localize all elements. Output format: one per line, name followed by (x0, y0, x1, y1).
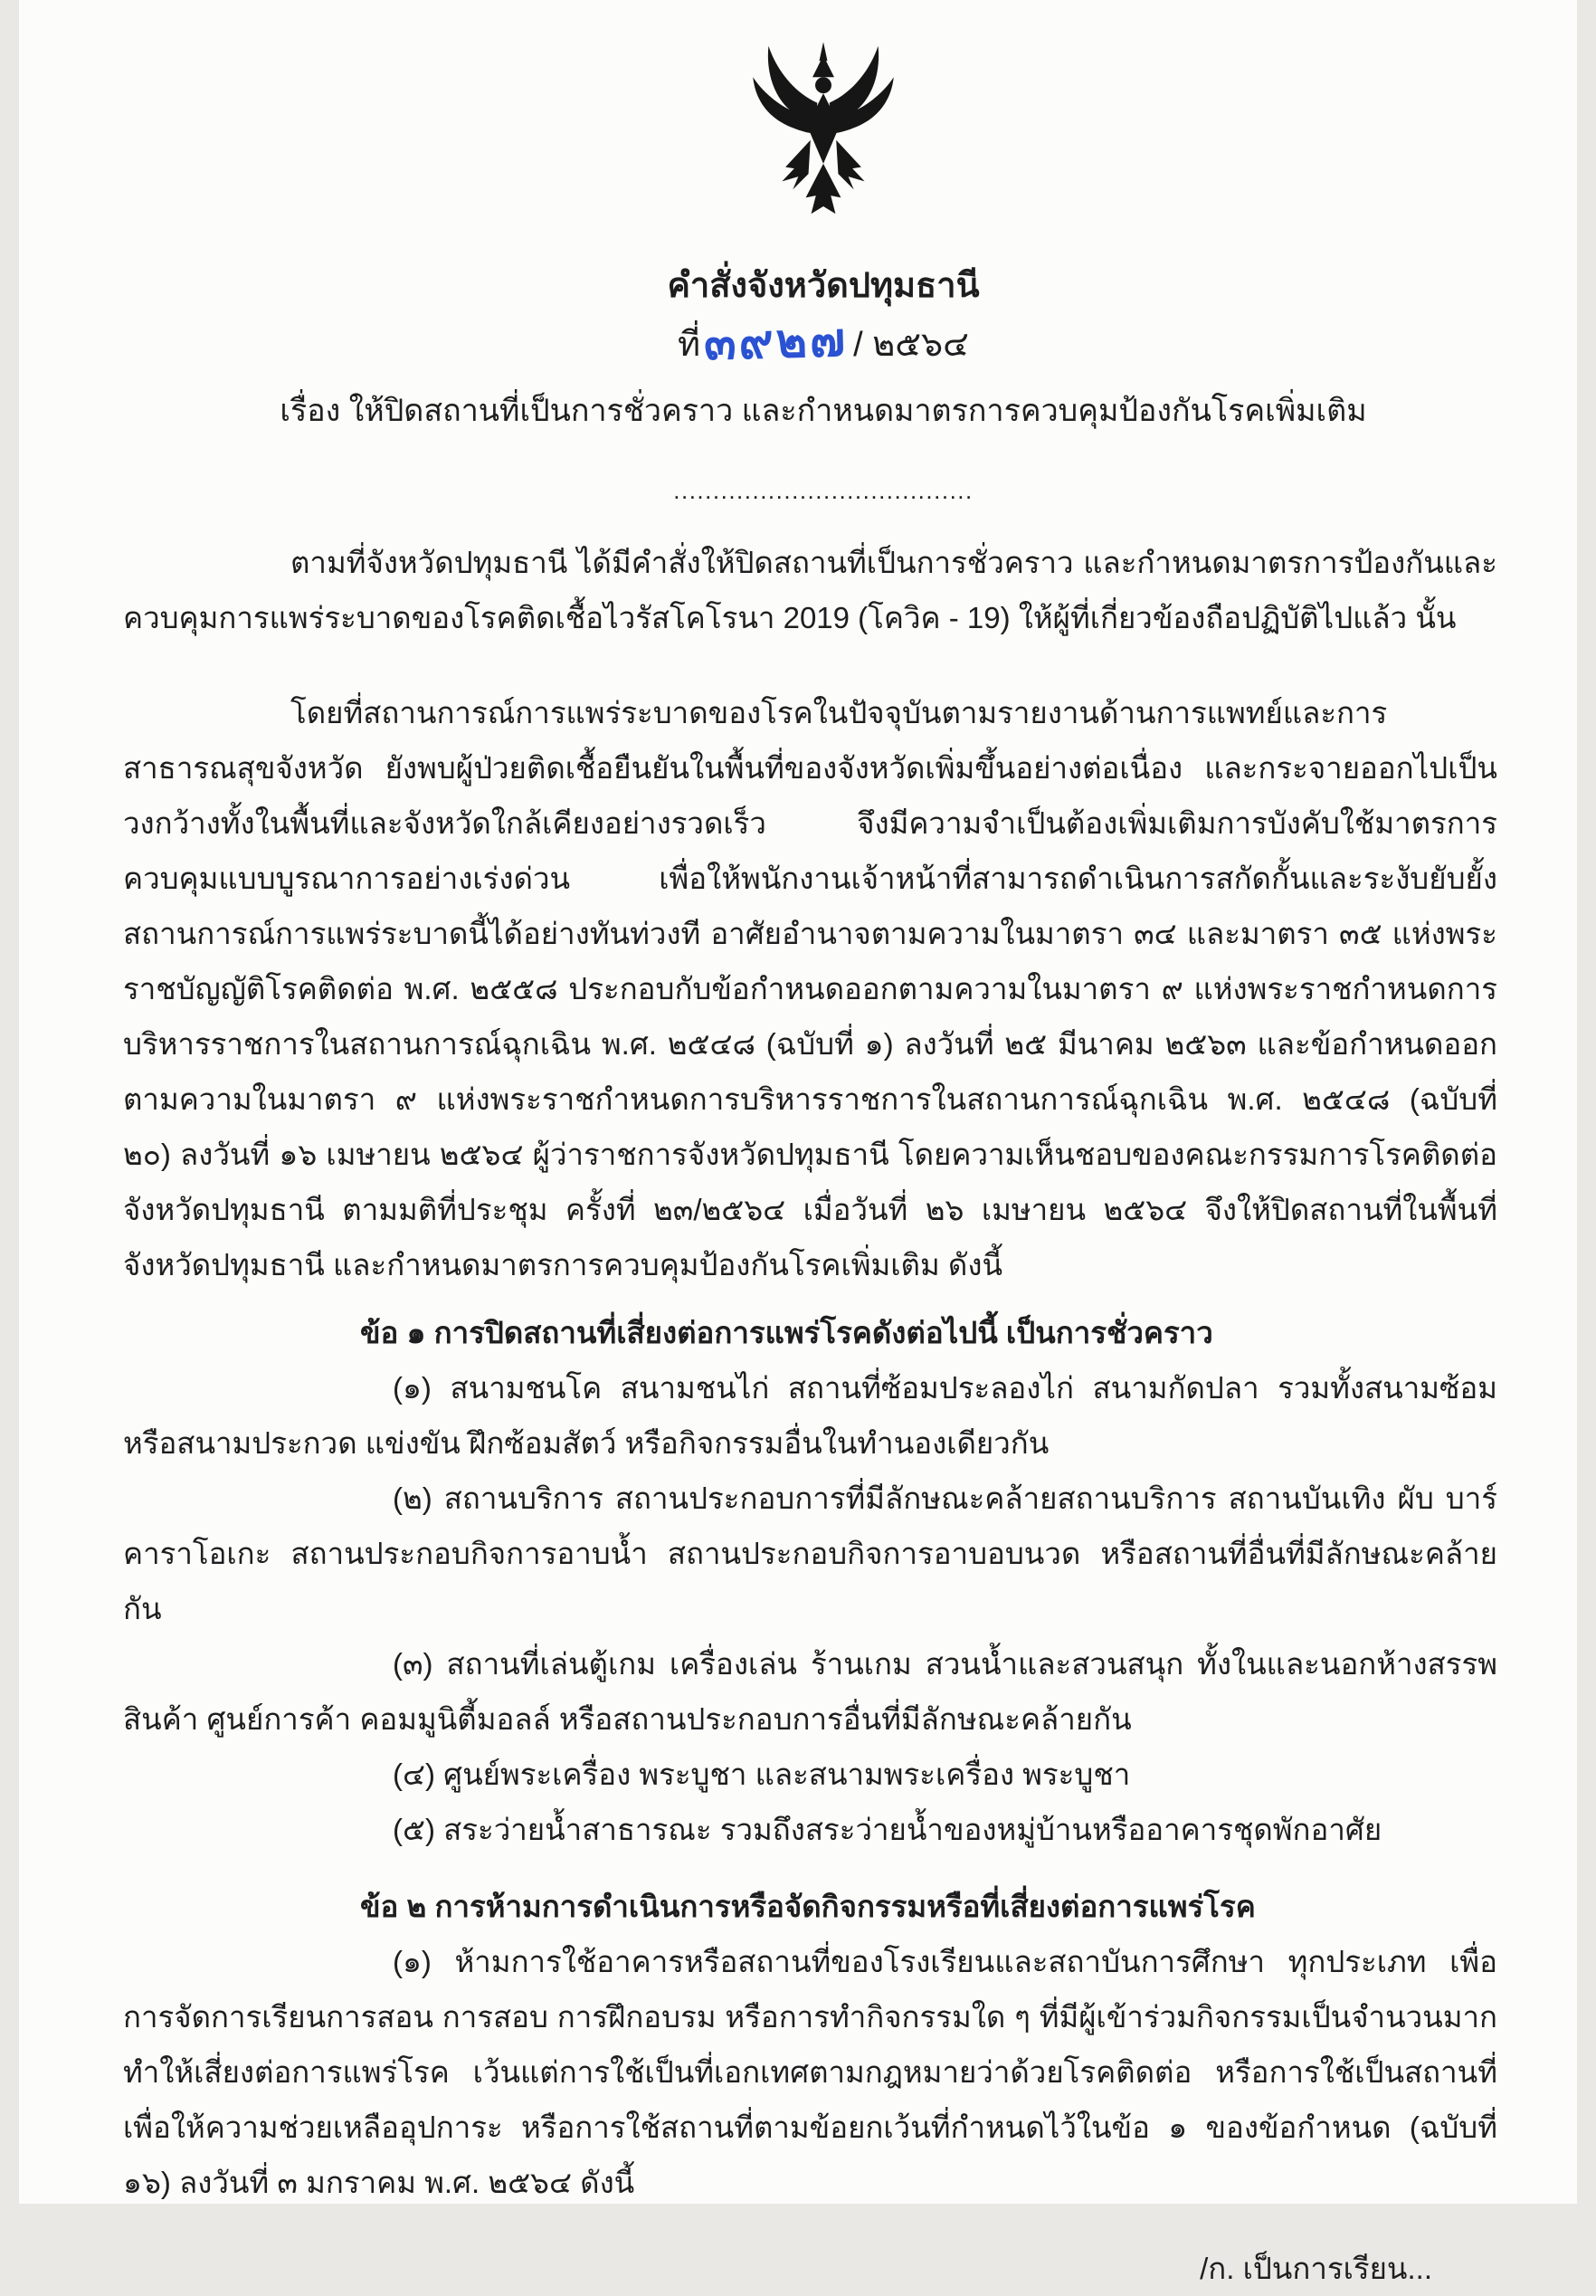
scanned-official-order-page (19, 0, 1577, 2285)
section-1-item-2: (๒) สถานบริการ สถานประกอบการที่มีลักษณะคล้ายสถานบริการ สถานบันเทิง ผับ บาร์ คาราโอเกะ สถานประกอบกิจการอาบน้ำ สถานประกอบกิจการอาบอบนวด หรือสถานที่อื่นที่มีลักษณะคล้ายกัน (123, 1481, 1497, 1625)
section-1-heading: ข้อ ๑ การปิดสถานที่เสี่ยงต่อการแพร่โรคดังต่อไปนี้ เป็นการชั่วคราว (360, 1316, 1213, 1349)
document-header (44, 33, 1596, 504)
section-1-item-4: (๔) ศูนย์พระเครื่อง พระบูชา และสนามพระเครื่อง พระบูชา (393, 1758, 1131, 1791)
document-number-line (44, 311, 1596, 374)
paragraph-authority: โดยที่สถานการณ์การแพร่ระบาดของโรคในปัจจุบันตามรายงานด้านการแพทย์และการสาธารณสุขจังหวัด ยังพบผู้ป่วยติดเชื้อยืนยันในพื้นที่ของจังหวัดเพิ่มขึ้นอย่างต่อเนื่อง และกระจายออกไปเป็นวงกว้างทั้งในพื้นที่และจังหวัดใกล้เคียงอย่างรวดเร็ว จึงมีความจำเป็นต้องเพิ่มเติมการบังคับใช้มาตรการควบคุมแบบบูรณาการอย่างเร่งด่วน เพื่อให้พนักงานเจ้าหน้าที่สามารถดำเนินการสกัดกั้นและระงับยับยั้งสถานการณ์การแพร่ระบาดนี้ได้อย่างทันท่วงที อาศัยอำนาจตามความในมาตรา ๓๔ และมาตรา ๓๕ แห่งพระราชบัญญัติโรคติดต่อ พ.ศ. ๒๕๕๘ ประกอบกับข้อกำหนดออกตามความในมาตรา ๙ แห่งพระราชกำหนดการบริหารราชการในสถานการณ์ฉุกเฉิน พ.ศ. ๒๕๔๘ (ฉบับที่ ๑) ลงวันที่ ๒๕ มีนาคม ๒๕๖๓ และข้อกำหนดออกตามความในมาตรา ๙ แห่งพระราชกำหนดการบริหารราชการในสถานการณ์ฉุกเฉิน พ.ศ. ๒๕๔๘ (ฉบับที่ ๒๐) ลงวันที่ ๑๖ เมษายน ๒๕๖๔ ผู้ว่าราชการจังหวัดปทุมธานี โดยความเห็นชอบของคณะกรรมการโรคติดต่อจังหวัดปทุมธานี ตามมติที่ประชุม ครั้งที่ ๒๓/๒๕๖๔ เมื่อวันที่ ๒๖ เมษายน ๒๕๖๔ จึงให้ปิดสถานที่ในพื้นที่จังหวัดปทุมธานี และกำหนดมาตรการควบคุมป้องกันโรคเพิ่มเติม ดังนี้ (123, 696, 1497, 1281)
garuda-emblem-icon (44, 33, 1596, 252)
dotted-divider: ...................................... (673, 477, 974, 504)
document-number-handwritten: ๓๙๒๗ (703, 313, 849, 371)
section-1-item-1: (๑) สนามชนโค สนามชนไก่ สถานที่ซ้อมประลองไก่ สนามกัดปลา รวมทั้งสนามซ้อมหรือสนามประกวด แข่งขัน ฝึกซ้อมสัตว์ หรือกิจกรรมอื่นในทำนองเดียวกัน (123, 1371, 1497, 1460)
section-2-item-1: (๑) ห้ามการใช้อาคารหรือสถานที่ของโรงเรียนและสถาบันการศึกษา ทุกประเภท เพื่อการจัดการเรียนการสอน การสอบ การฝึกอบรม หรือการทำกิจกรรมใด ๆ ที่มีผู้เข้าร่วมกิจกรรมเป็นจำนวนมาก ทำให้เสี่ยงต่อการแพร่โรค เว้นแต่การใช้เป็นที่เอกเทศตามกฎหมายว่าด้วยโรคติดต่อ หรือการใช้เป็นสถานที่เพื่อให้ความช่วยเหลืออุปการะ หรือการใช้สถานที่ตามข้อยกเว้นที่กำหนดไว้ในข้อ ๑ ของข้อกำหนด (ฉบับที่ ๑๖) ลงวันที่ ๓ มกราคม พ.ศ. ๒๕๖๔ ดังนี้ (123, 1945, 1497, 2199)
continuation-note: /ก. เป็นการเรียน... (1200, 2252, 1432, 2285)
paragraph-preamble: ตามที่จังหวัดปทุมธานี ได้มีคำสั่งให้ปิดสถานที่เป็นการชั่วคราว และกำหนดมาตรการป้องกันและควบคุมการแพร่ระบาดของโรคติดเชื้อไวรัสโคโรนา 2019 (โควิค - 19) ให้ผู้ที่เกี่ยวข้องถือปฏิบัติไปแล้ว นั้น (123, 546, 1497, 634)
document-number-prefix: ที่ (678, 326, 701, 364)
section-1-item-3: (๓) สถานที่เล่นตู้เกม เครื่องเล่น ร้านเกม สวนน้ำและสวนสนุก ทั้งในและนอกห้างสรรพสินค้า ศูนย์การค้า คอมมูนิตี้มอลล์ หรือสถานประกอบการอื่นที่มีลักษณะคล้ายกัน (123, 1647, 1497, 1736)
document-body (19, 535, 1577, 2296)
document-subject-line: เรื่อง ให้ปิดสถานที่เป็นการชั่วคราว และกำหนดมาตรการควบคุมป้องกันโรคเพิ่มเติม (280, 394, 1367, 428)
section-2-heading: ข้อ ๒ การห้ามการดำเนินการหรือจัดกิจกรรมหรือที่เสี่ยงต่อการแพร่โรค (360, 1890, 1256, 1923)
section-1-item-5: (๕) สระว่ายน้ำสาธารณะ รวมถึงสระว่ายน้ำของหมู่บ้านหรืออาคารชุดพักอาศัย (393, 1813, 1382, 1846)
document-title: คำสั่งจังหวัดปทุมธานี (667, 267, 980, 305)
document-number-suffix: / ๒๕๖๔ (853, 326, 969, 364)
